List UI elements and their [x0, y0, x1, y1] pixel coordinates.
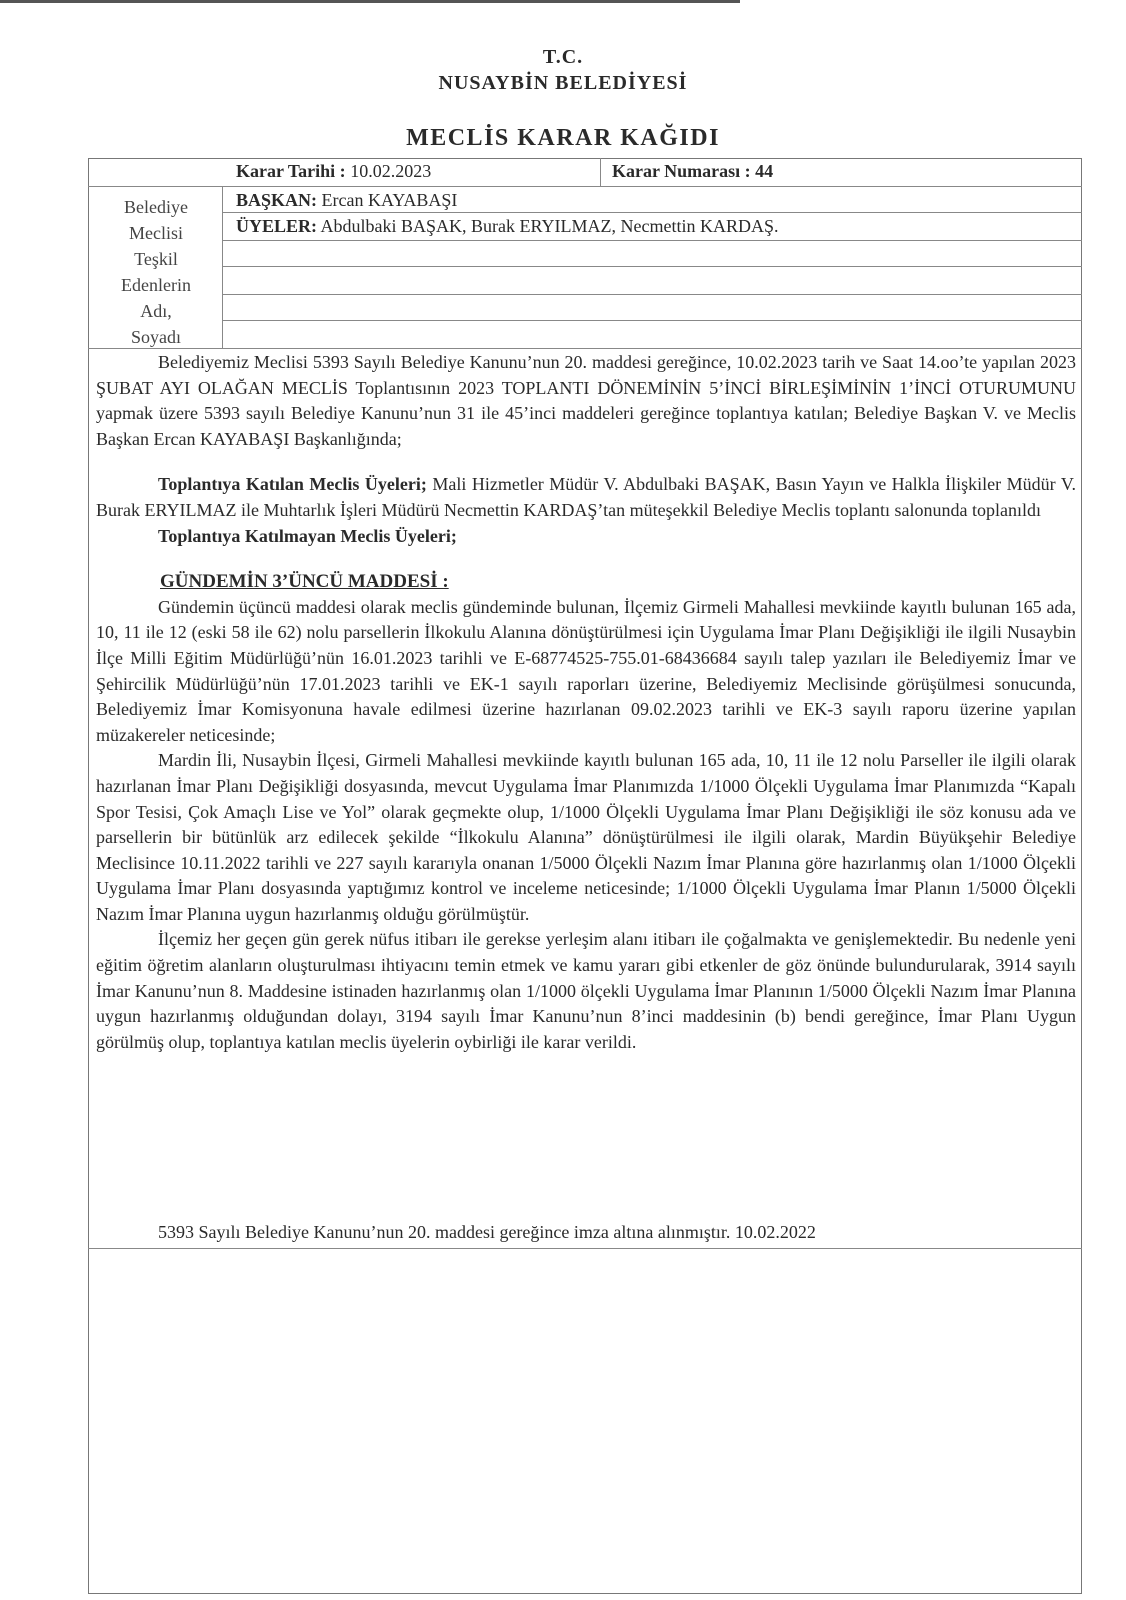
decision-body [96, 350, 1076, 1055]
table-rule [222, 320, 1082, 321]
scan-top-edge [0, 0, 740, 3]
attendees-label: Toplantıya Katılan Meclis Üyeleri; [158, 474, 427, 495]
decision-number-label: Karar Numarası : [612, 161, 751, 181]
side-label-line: Meclisi [129, 223, 183, 243]
decision-date-value: 10.02.2023 [350, 161, 432, 181]
chair-name: Ercan KAYABAŞI [321, 190, 458, 210]
attendees-text: Mali Hizmetler Müdür V. Abdulbaki BAŞAK, Basın Yayın ve Halkla İlişkiler Müdür V. Burak ERYILMAZ ile Muhtarlık İşleri Müdürü Necmettin KARDAŞ’tan müteşekkil Belediye Meclis toplantı salonunda toplanıldı [96, 474, 1077, 520]
organization-heading: NUSAYBİN BELEDİYESİ [438, 72, 688, 94]
table-rule [222, 212, 1082, 213]
decision-number [612, 161, 773, 182]
table-divider [222, 186, 223, 348]
side-label-line: Edenlerin [121, 275, 191, 295]
absent-label: Toplantıya Katılmayan Meclis Üyeleri; [158, 525, 457, 546]
table-rule [222, 266, 1082, 267]
members-side-label [90, 194, 222, 350]
attendees-paragraph [96, 472, 1076, 523]
table-divider [600, 158, 601, 186]
decision-date-label: Karar Tarihi : [236, 161, 346, 181]
agenda-paragraph-2: Mardin İli, Nusaybin İlçesi, Girmeli Mahallesi mevkiinde kayıtlı bulunan 165 ada, 10, 11 ile 12 nolu Parseller ile ilgili olarak hazırlanan İmar Planı Değişikliği dosyasında, mevcut Uygulama İmar Planımızda 1/1000 Ölçekli Uygulama İmar Planımızda “Kapalı Spor Tesisi, Çok Amaçlı Lise ve Yol” olarak geçmekte olup, 1/1000 Ölçekli Uygulama İmar Planı Değişikliği ile söz konusu ada ve parsellerin bir bütünlük arz edilecek şekilde “İlkokulu Alanına” dönüştürülmesi ile ilgili olarak, Mardin Büyükşehir Belediye Meclisince 10.11.2022 tarihli ve 227 sayılı kararıyla onanan 1/5000 Ölçekli Nazım İmar Planına göre hazırlanmış olan 1/1000 Ölçekli Uygulama İmar Planı dosyasında yaptığımız kontrol ve inceleme neticesinde; 1/1000 Ölçekli Uygulama İmar Planın 1/5000 Ölçekli Nazım İmar Planına uygun hazırlanmış olduğu görülmüştür. [96, 750, 1076, 924]
decision-number-value: 44 [755, 161, 774, 181]
chair-row [236, 190, 457, 211]
intro-paragraph: Belediyemiz Meclisi 5393 Sayılı Belediye Kanunu’nun 20. maddesi gereğince, 10.02.2023 tarih ve Saat 14.oo’te yapılan 2023 ŞUBAT AYI OLAĞAN MECLİS Toplantısının 2023 TOPLANTI DÖNEMİNİN 5’İNCİ BİRLEŞİMİNİN 1’İNCİ OTURUMUNU yapmak üzere 5393 sayılı Belediye Kanunu’nun 31 ile 45’inci maddeleri gereğince toplantıya katılan; Belediye Başkan V. ve Meclis Başkan Ercan KAYABAŞI Başkanlığında; [96, 352, 1076, 449]
document-title: MECLİS KARAR KAĞIDI [406, 125, 720, 151]
side-label-line: Adı, [140, 301, 172, 321]
table-rule [88, 186, 1082, 187]
decision-date [236, 161, 431, 182]
members-label: ÜYELER: [236, 216, 318, 236]
country-heading: T.C. [542, 46, 584, 68]
table-rule [222, 294, 1082, 295]
members-names: Abdulbaki BAŞAK, Burak ERYILMAZ, Necmettin KARDAŞ. [320, 216, 779, 236]
side-label-line: Soyadı [130, 327, 181, 347]
table-rule [88, 348, 1082, 349]
closing-statement: 5393 Sayılı Belediye Kanunu’nun 20. maddesi gereğince imza altına alınmıştır. 10.02.2022 [158, 1222, 816, 1242]
side-label-line: Belediye [124, 197, 188, 217]
members-row [236, 216, 779, 237]
agenda-title: GÜNDEMİN 3’ÜNCÜ MADDESİ : [160, 571, 449, 593]
chair-label: BAŞKAN: [236, 190, 318, 210]
table-rule [222, 240, 1082, 241]
agenda-paragraph-1: Gündemin üçüncü maddesi olarak meclis gündeminde bulunan, İlçemiz Girmeli Mahallesi mevkiinde kayıtlı bulunan 165 ada, 10, 11 ile 12 (eski 58 ile 62) nolu parsellerin İlkokulu Alanına dönüştürülmesi için Uygulama İmar Planı Değişikliği ile ilgili Nusaybin İlçe Milli Eğitim Müdürlüğü’nün 16.01.2023 tarihli ve E-68774525-755.01-68436684 sayılı talep yazıları ile Belediyemiz İmar ve Şehircilik Müdürlüğü’nün 17.01.2023 tarihli ve EK-1 sayılı raporları üzerine, Belediyemiz Meclisinde görüşülmesi sonucunda, Belediyemiz İmar Komisyonuna havale edilmesi üzerine hazırlanan 09.02.2023 tarihli ve EK-3 sayılı raporu üzerine yapılan müzakereler neticesinde; [96, 596, 1076, 745]
side-label-line: Teşkil [134, 249, 178, 269]
agenda-paragraph-3: İlçemiz her geçen gün gerek nüfus itibarı ile gerekse yerleşim alanı itibarı ile çoğalmakta ve genişlemektedir. Bu nedenle yeni eğitim öğretim alanların oluşturulması ihtiyacını temin etmek ve kamu yararı gibi etkenler de göz önünde bulundurularak, 3914 sayılı İmar Kanunu’nun 8. Maddesine istinaden hazırlanmış olan 1/1000 ölçekli Uygulama İmar Planının 1/5000 Ölçekli Nazım İmar Planına uygun hazırlanmış olduğundan dolayı, 3194 sayılı İmar Kanunu’nun 8’inci maddesinin (b) bendi gereğince, İmar Planı Uygun görülmüş olup, toplantıya katılan meclis üyelerin oybirliği ile karar verildi. [96, 929, 1076, 1052]
table-rule [88, 1248, 1082, 1249]
